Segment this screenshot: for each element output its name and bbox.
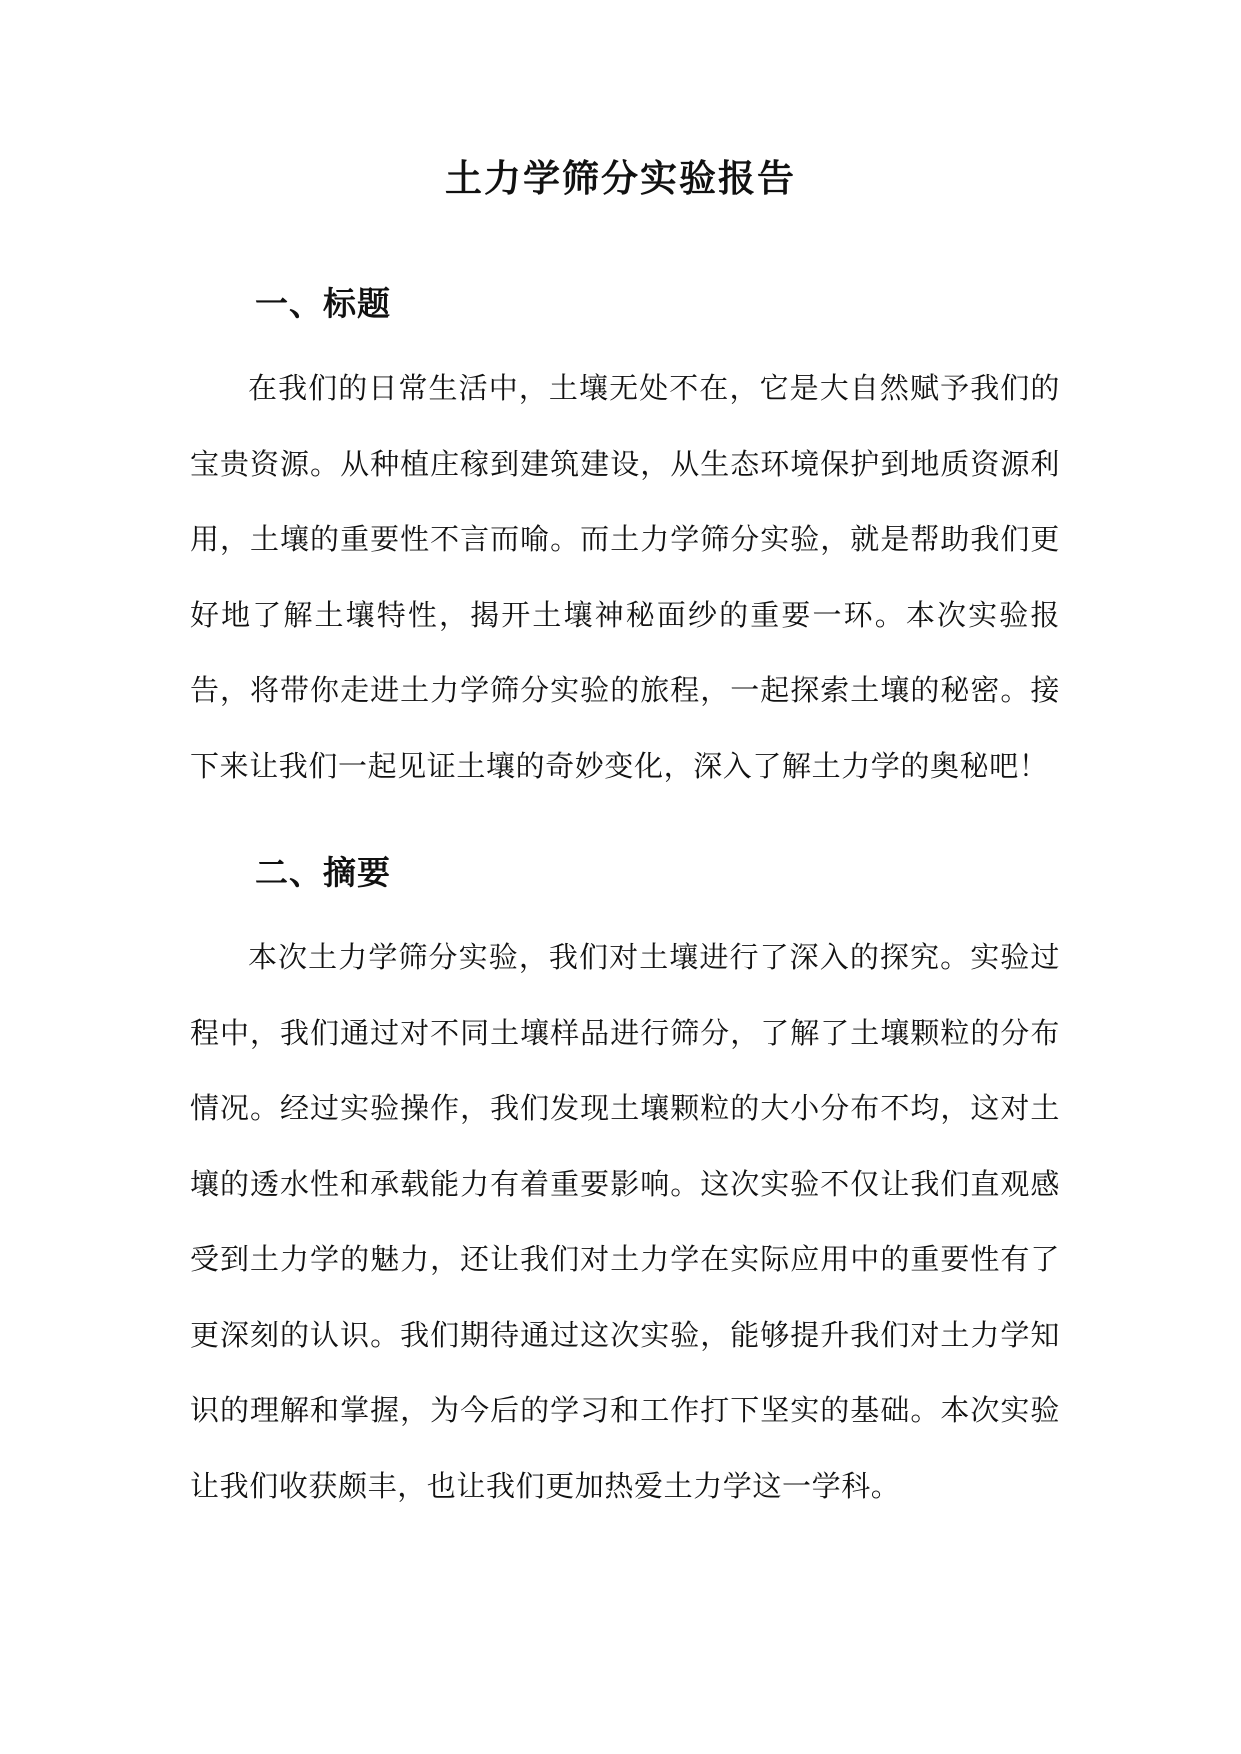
section-heading-title: 一、标题 [255, 284, 391, 323]
document-title: 土力学筛分实验报告 [445, 156, 796, 200]
section-paragraph-title: 在我们的日常生活中，土壤无处不在，它是大自然赋予我们的宝贵资源。从种植庄稼到建筑建设，从生态环境保护到地质资源利用，土壤的重要性不言而喻。而土力学筛分实验，就是帮助我们更好地了解土壤特性，揭开土壤神秘面纱的重要一环。本次实验报告，将带你走进土力学筛分实验的旅程，一起探索土壤的秘密。接下来让我们一起见证土壤的奇妙变化，深入了解土力学的奥秘吧！ [190, 371, 1060, 783]
section-heading-abstract: 二、摘要 [255, 853, 391, 892]
section-paragraph-abstract: 本次土力学筛分实验，我们对土壤进行了深入的探究。实验过程中，我们通过对不同土壤样品进行筛分，了解了土壤颗粒的分布情况。经过实验操作，我们发现土壤颗粒的大小分布不均，这对土壤的透水性和承载能力有着重要影响。这次实验不仅让我们直观感受到土力学的魅力，还让我们对土力学在实际应用中的重要性有了更深刻的认识。我们期待通过这次实验，能够提升我们对土力学知识的理解和掌握，为今后的学习和工作打下坚实的基础。本次实验让我们收获颇丰，也让我们更加热爱土力学这一学科。 [190, 940, 1060, 1503]
